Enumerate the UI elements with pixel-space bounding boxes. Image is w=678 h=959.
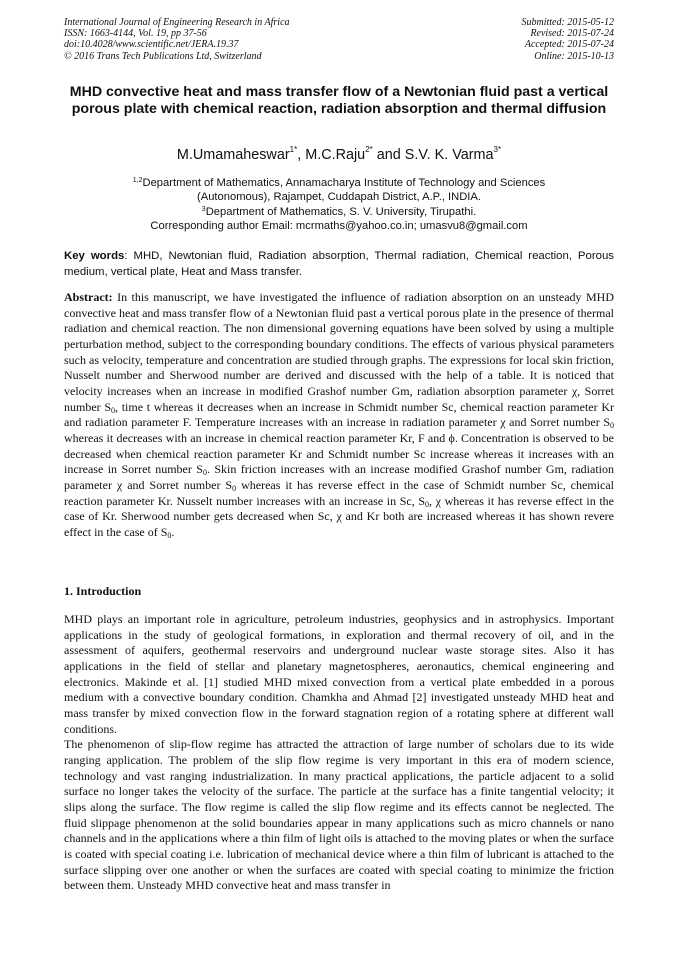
author-name: M.Umamaheswar: [176, 147, 290, 163]
introduction-body: [64, 612, 614, 894]
affiliation-line: $^{1,2}$Department of Mathematics, Annamacharya Institute of Technology and Sciences: [132, 177, 546, 189]
affiliations: [0, 176, 678, 234]
author-mark: 1*: [289, 145, 298, 154]
abstract: Abstract: In this manuscript, we have investigated the influence of radiation absorption on an unsteady MHD convective heat and mass transfer flow of a Newtonian fluid past a vertical porous plate in the presence of thermal radiation and chemical reaction. The non dimensional governing equations have been solved by using a multiple perturbation method, subject to the corresponding boundary conditions. The effects of various physical parameters such as velocity, temperature and concentration are studied through graphs. The expressions for local skin friction, Nusselt number and Sherwood number are derived and discussed with the help of a table. It is noticed that velocity increases when an increase in modified Grashof number Gm, radiation absorption parameter χ, Sorret number $S_0$, time t whereas it decreases when an increase in Schmidt number Sc, chemical reaction parameter Kr and radiation parameter F. Temperature increases with an increase in radiation parameter χ and Sorret number $S_0$ whereas it decreases with an increase in chemical reaction parameter Kr, F and ϕ. Concentration is observed to be decreased when chemical reaction parameter Kr and Schmidt number Sc increase whereas it increases with an increase in Sorret number $S_0$. Skin friction increases with an increase modified Grashof number Gm, radiation parameter χ and Sorret number $S_0$ whereas it has reverse effect in the case of Schmidt number Sc, chemical reaction parameter Kr. Nusselt number increases with an increase in Sc, $S_0$, χ whereas it has reverse effect in the case of Kr. Sherwood number gets decreased when Sc, χ and Kr both are increased whereas it has shown revere effect in the case of $S_0$.: [64, 290, 614, 540]
paper-title: MHD convective heat and mass transfer flow of a Newtonian fluid past a vertical porous plate with chemical reaction, radiation absorption and thermal diffusion: [69, 84, 609, 118]
section-heading: 1. Introduction: [64, 584, 142, 598]
author-name: M.C.Raju: [305, 147, 366, 163]
affiliation-line: (Autonomous), Rajampet, Cuddapah District, A.P., INDIA.: [197, 191, 481, 204]
paragraph: MHD plays an important role in agriculture, petroleum industries, geophysics and in astrophysics. Important applications in the study of geological formations, in exploration and thermal recovery of oil, and in the assessment of aquifers, geothermal reservoirs and underground nuclear waste storage sites. Also it has applications in the field of stellar and planetary magnetospheres, aeronautics, chemical engineering and electronics. Makinde et al. [1] studied MHD mixed convection from a vertical plate embedded in a porous medium with a convective boundary condition. Chamkha and Ahmad [2] investigated unsteady MHD heat and mass transfer by mixed convection flow in the forward stagnation region of a rotating sphere at different wall conditions.: [64, 612, 614, 736]
corresponding-author: Corresponding author Email: mcrmaths@yahoo.co.in; umasvu8@gmail.com: [150, 220, 528, 233]
abstract-label: Abstract:: [64, 290, 113, 304]
subscript: 0: [425, 499, 430, 509]
author-name: S.V. K. Varma: [404, 147, 494, 163]
keywords-text: : MHD, Newtonian fluid, Radiation absorption, Thermal radiation, Chemical reaction, Porous medium, vertical plate, Heat and Mass transfer.: [64, 250, 614, 278]
keywords-label: Key words: [64, 250, 125, 262]
author-mark: 2*: [365, 145, 373, 154]
journal-info: [64, 17, 290, 62]
author-separator: and: [372, 147, 405, 163]
publication-dates: [522, 17, 615, 62]
subscript: 0: [111, 405, 116, 415]
subscript: 0: [610, 421, 614, 431]
date-submitted: Submitted: 2015-05-12: [521, 17, 614, 28]
author-mark: 3*: [493, 145, 502, 154]
author-list: [0, 146, 678, 164]
keywords: [64, 249, 614, 280]
affiliation-mark: 1,2: [132, 177, 143, 184]
paragraph: The phenomenon of slip-flow regime has attracted the attraction of large number of scholars due to its wide ranging application. The problem of the slip flow regime is very important in this era of modern science, technology and vast ranging industrialization. In many practical applications, the particle adjacent to a solid surface no longer takes the velocity of the surface. The particle at the surface has a finite tangential velocity; it slips along the surface. The flow regime is called the slip flow regime and its effects cannot be neglected. The fluid slippage phenomenon at the solid boundaries appear in many applications such as micro channels or nano channels and in the applications where a thin film of light oils is attached to the moving plates or when the surface is coated with special coating i.e. lubrication of mechanical device where a thin film of lubricant is attached to the surface slipping over one another or when the surfaces are coated with special coating to minimize the friction between them. Unsteady MHD convective heat and mass transfer in: [64, 737, 614, 893]
affiliation-line: $^3$Department of Mathematics, S. V. University, Tirupathi.: [201, 205, 477, 218]
date-accepted: Accepted: 2015-07-24: [524, 39, 614, 51]
subscript: 0: [167, 530, 172, 540]
date-revised: Revised: 2015-07-24: [530, 28, 614, 40]
author-separator: ,: [297, 147, 306, 163]
journal-name: International Journal of Engineering Research in Africa: [64, 17, 290, 28]
journal-issn: ISSN: 1663-4144, Vol. 19, pp 37-56: [64, 28, 207, 40]
date-online: Online: 2015-10-13: [534, 50, 614, 62]
subscript: 0: [232, 483, 237, 493]
subscript: 0: [202, 468, 207, 478]
journal-doi: doi:10.4028/www.scientific.net/JERA.19.37: [64, 39, 239, 51]
affiliation-mark: 3: [201, 205, 206, 213]
journal-copyright: © 2016 Trans Tech Publications Ltd, Switzerland: [64, 50, 262, 62]
